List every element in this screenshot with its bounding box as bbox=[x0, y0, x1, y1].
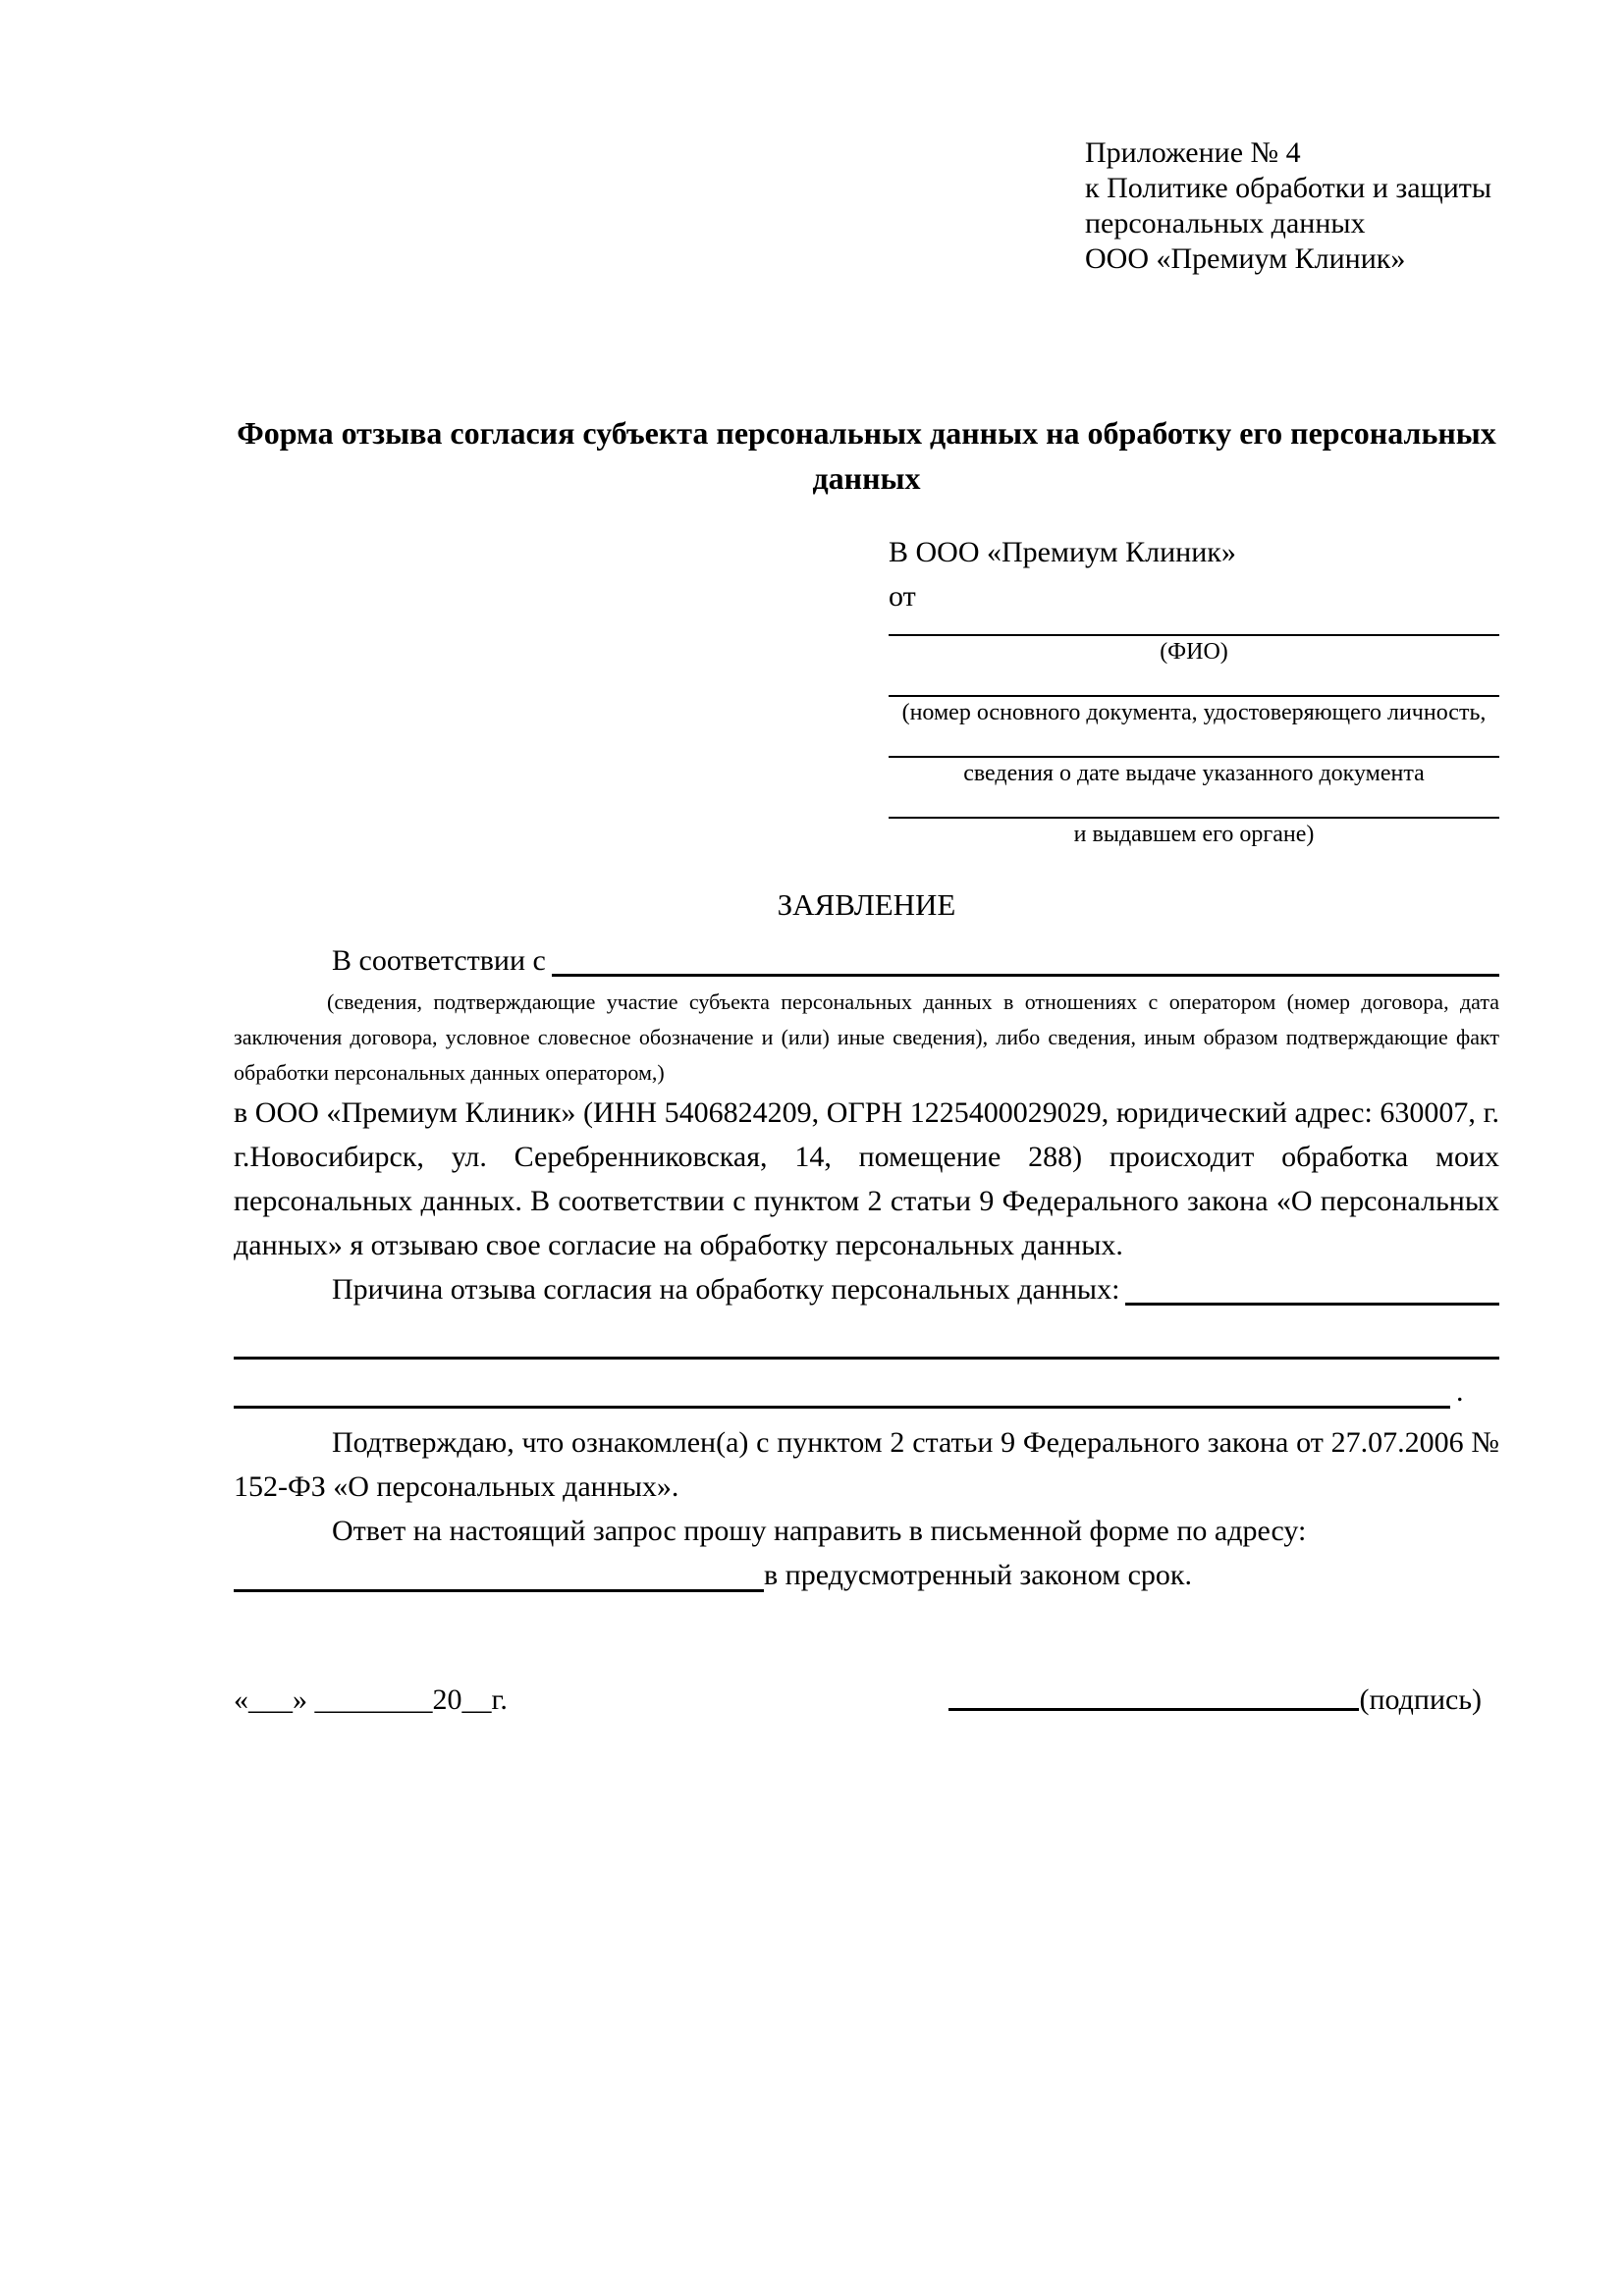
reply-tail-text: в предусмотренный законом срок. bbox=[764, 1559, 1192, 1591]
reply-request-paragraph: Ответ на настоящий запрос прошу направить в письменной форме по адресу: bbox=[332, 1515, 1307, 1547]
fio-blank-line bbox=[889, 618, 1499, 636]
reply-address-blank-line bbox=[234, 1589, 764, 1592]
statement-paragraph: в ООО «Премиум Клиник» (ИНН 5406824209, ОГРН 1225400029029, юридический адрес: 630007, г. г.Новосибирск, ул. Серебренниковская, 14, помещение 288) происходит обработка моих персональных данных. В соответствии с пунктом 2 статьи 9 Федерального закона «О персональных данных» я отзываю свое согласие на обработку персональных данных. bbox=[234, 1096, 1499, 1261]
issuing-authority-blank-line bbox=[889, 789, 1499, 819]
addressee-to: В ООО «Премиум Клиник» bbox=[889, 536, 1236, 568]
reason-row bbox=[234, 1267, 1499, 1311]
issuing-authority-field bbox=[889, 789, 1499, 850]
document-title: Форма отзыва согласия субъекта персональных данных на обработку его персональных данных bbox=[237, 415, 1496, 496]
trailing-period: . bbox=[1456, 1375, 1464, 1408]
fio-field bbox=[889, 618, 1499, 667]
statement-body bbox=[234, 938, 1499, 1597]
signature-group bbox=[948, 1683, 1482, 1717]
appendix-note-line: Приложение № 4 bbox=[1085, 136, 1301, 169]
signature-blank-line bbox=[948, 1708, 1359, 1711]
reason-blank-line-3-rule bbox=[234, 1406, 1450, 1409]
document-number-caption: (номер основного документа, удостоверяющего личность, bbox=[901, 700, 1487, 725]
issuing-authority-caption: и выдавшем его органе) bbox=[1073, 822, 1315, 847]
basis-blank-line bbox=[552, 974, 1499, 977]
footer-row bbox=[234, 1683, 1499, 1717]
reply-address-row bbox=[234, 1553, 1499, 1597]
document-number-blank-line bbox=[889, 667, 1499, 697]
appendix-note-line: персональных данных bbox=[1085, 207, 1366, 240]
basis-footnote: (сведения, подтверждающие участие субъекта персональных данных в отношениях с оператором (номер договора, дата заключения договора, условное словесное обозначение и (или) иные сведения), либо сведения, иным образом подтверждающие факт обработки персональных данных оператором,) bbox=[234, 989, 1499, 1085]
addressee-from-label: от bbox=[889, 580, 916, 613]
fio-caption: (ФИО) bbox=[1160, 639, 1228, 665]
appendix-note-line: к Политике обработки и защиты bbox=[1085, 172, 1492, 204]
appendix-note bbox=[1085, 135, 1499, 277]
basis-label: В соответствии с bbox=[332, 944, 546, 977]
date-blank: «___» ________20__г. bbox=[234, 1683, 508, 1716]
issue-date-field bbox=[889, 728, 1499, 789]
confirmation-paragraph: Подтверждаю, что ознакомлен(а) с пунктом 2 статьи 9 Федерального закона от 27.07.2006 № 152-ФЗ «О персональных данных». bbox=[234, 1426, 1499, 1503]
appendix-note-line: ООО «Премиум Клиник» bbox=[1085, 242, 1406, 275]
reason-blank-line-2 bbox=[234, 1311, 1499, 1360]
basis-row bbox=[234, 938, 1499, 983]
reason-blank-line-3 bbox=[234, 1360, 1499, 1409]
issue-date-blank-line bbox=[889, 728, 1499, 758]
statement-heading: ЗАЯВЛЕНИЕ bbox=[777, 887, 956, 922]
issue-date-caption: сведения о дате выдаче указанного документа bbox=[963, 761, 1425, 786]
document-number-field bbox=[889, 667, 1499, 728]
reason-blank-line bbox=[1125, 1303, 1499, 1306]
signature-caption: (подпись) bbox=[1359, 1683, 1482, 1716]
addressee-block bbox=[889, 530, 1499, 850]
reason-label: Причина отзыва согласия на обработку персональных данных: bbox=[332, 1273, 1120, 1306]
